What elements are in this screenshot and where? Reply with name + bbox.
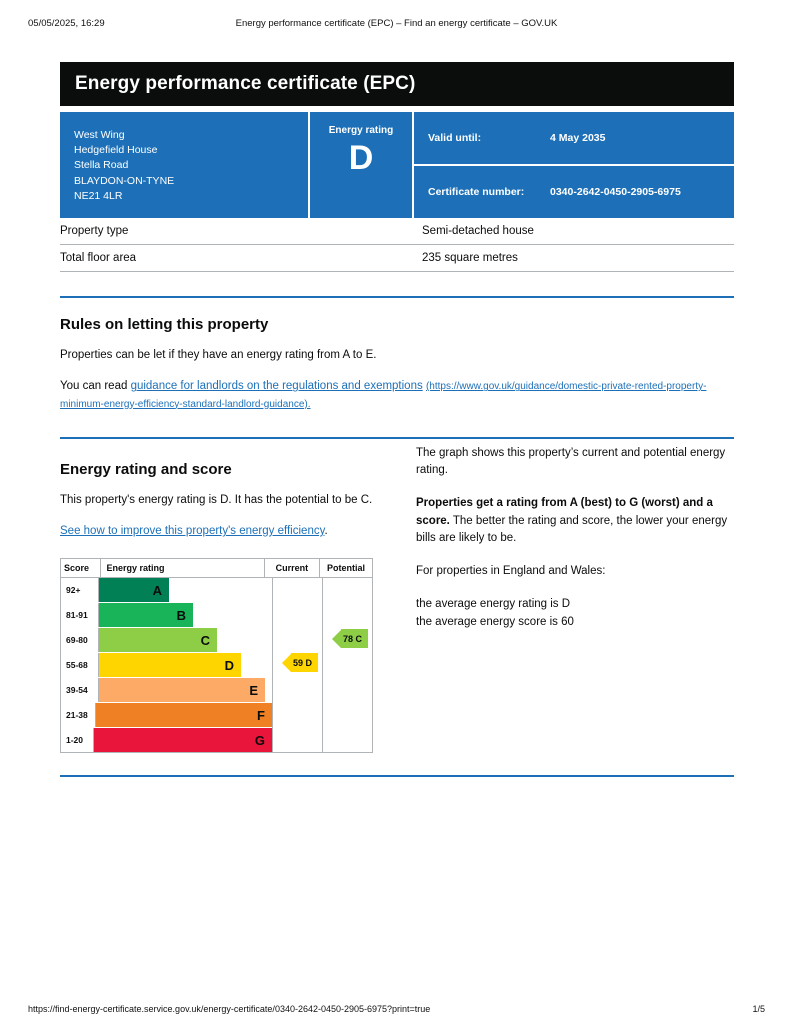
certificate-number-row xyxy=(412,166,734,218)
rating-section xyxy=(60,443,734,754)
chart-band-g xyxy=(61,728,272,752)
rating-explainer-rest: The better the rating and score, the lower your energy bills are likely to be. xyxy=(416,514,728,544)
property-type-value: Semi-detached house xyxy=(422,225,534,238)
band-bar-c: C xyxy=(99,628,217,652)
section-divider xyxy=(60,296,734,298)
potential-rating-value: 78 C xyxy=(341,629,368,648)
band-rest xyxy=(241,653,272,677)
chart-header-row xyxy=(61,559,372,578)
table-row xyxy=(60,218,734,245)
band-score-f: 21-38 xyxy=(61,703,96,727)
chart-band-b xyxy=(61,603,272,628)
epc-title-banner xyxy=(60,62,734,106)
rating-right-column xyxy=(416,443,734,754)
guidance-prefix: You can read xyxy=(60,380,131,393)
valid-until-row xyxy=(412,112,734,166)
band-rest xyxy=(169,578,272,602)
chart-band-d xyxy=(61,653,272,678)
band-bar-d: D xyxy=(99,653,241,677)
band-bar-b: B xyxy=(99,603,193,627)
energy-rating-badge xyxy=(308,112,412,218)
chart-col-rating: Energy rating xyxy=(101,559,264,577)
band-bar-e: E xyxy=(99,678,265,702)
address-line: BLAYDON-ON-TYNE xyxy=(74,174,175,187)
current-rating-value: 59 D xyxy=(291,653,318,672)
rating-heading: Energy rating and score xyxy=(60,460,232,478)
band-score-d: 55-68 xyxy=(61,653,99,677)
average-score: the average energy score is 60 xyxy=(416,615,574,628)
valid-until-label: Valid until: xyxy=(428,132,482,145)
chart-col-potential: Potential xyxy=(326,563,365,574)
improve-efficiency-link[interactable]: See how to improve this property's energy efficiency xyxy=(60,525,325,538)
address-line: Hedgefield House xyxy=(74,144,158,157)
chart-bands xyxy=(61,578,272,752)
document-content xyxy=(60,62,734,777)
potential-rating-marker xyxy=(332,629,368,648)
band-score-a: 92+ xyxy=(61,578,99,602)
print-title: Energy performance certificate (EPC) – Find an energy certificate – GOV.UK xyxy=(235,18,558,29)
energy-rating-chart xyxy=(60,558,373,753)
property-type-label: Property type xyxy=(60,225,129,238)
address-line: Stella Road xyxy=(74,159,129,172)
band-bar-a: A xyxy=(99,578,169,602)
band-score-g: 1-20 xyxy=(61,728,94,752)
region-intro: For properties in England and Wales: xyxy=(416,565,606,578)
energy-rating-label: Energy rating xyxy=(328,125,394,136)
chart-col-score: Score xyxy=(61,559,101,577)
print-date: 05/05/2025, 16:29 xyxy=(28,18,105,29)
chart-band-e xyxy=(61,678,272,703)
band-bar-g: G xyxy=(94,728,272,752)
footer-page-number: 1/5 xyxy=(752,1004,765,1014)
certificate-number-value: 0340-2642-0450-2905-6975 xyxy=(550,186,681,199)
average-rating: the average energy rating is D xyxy=(416,598,571,611)
landlord-guidance-url: (https://www.gov.uk/guidance/domestic-private-rented-property-minimum-energy-efficiency-standard-landlord-guidance). xyxy=(60,381,707,410)
page-title: Energy performance certificate (EPC) xyxy=(75,73,416,94)
certificate-number-label: Certificate number: xyxy=(428,186,525,199)
section-divider xyxy=(60,437,734,439)
improve-link-suffix: . xyxy=(324,525,328,538)
energy-rating-letter: D xyxy=(348,139,374,177)
chart-band-f xyxy=(61,703,272,728)
floor-area-label: Total floor area xyxy=(60,252,137,265)
footer-url: https://find-energy-certificate.service.gov.uk/energy-certificate/0340-2642-0450-2905-6975?print=true xyxy=(28,1004,431,1014)
rating-explainer xyxy=(416,495,734,547)
chart-band-c xyxy=(61,628,272,653)
rating-left-column xyxy=(60,443,416,754)
property-address xyxy=(60,112,308,218)
improve-efficiency-paragraph xyxy=(60,523,416,540)
band-score-e: 39-54 xyxy=(61,678,99,702)
address-line: West Wing xyxy=(74,129,125,141)
table-row xyxy=(60,245,734,272)
certificate-summary xyxy=(60,112,734,218)
certificate-meta xyxy=(412,112,734,218)
chart-current-column xyxy=(272,578,322,752)
chart-body xyxy=(61,578,372,752)
floor-area-value: 235 square metres xyxy=(422,252,518,265)
rating-explainer-bold: Properties get a rating from A (best) to G (worst) and a score. xyxy=(416,497,713,527)
band-score-c: 69-80 xyxy=(61,628,99,652)
landlord-guidance-link[interactable]: guidance for landlords on the regulations and exemptions xyxy=(130,380,423,393)
chart-band-a xyxy=(61,578,272,603)
chart-col-current: Current xyxy=(265,559,320,577)
section-divider-bottom xyxy=(60,775,734,777)
chart-potential-column xyxy=(322,578,372,752)
letting-guidance-paragraph xyxy=(60,378,734,413)
letting-heading: Rules on letting this property xyxy=(60,316,269,334)
current-rating-marker xyxy=(282,653,318,672)
address-line: NE21 4LR xyxy=(74,189,123,202)
graph-description: The graph shows this property’s current and potential energy rating. xyxy=(416,446,726,477)
band-bar-f: F xyxy=(96,703,272,727)
letting-paragraph: Properties can be let if they have an energy rating from A to E. xyxy=(60,349,377,362)
band-rest xyxy=(217,628,272,652)
band-rest xyxy=(265,678,272,702)
rating-summary-paragraph: This property's energy rating is D. It has the potential to be C. xyxy=(60,493,373,506)
band-score-b: 81-91 xyxy=(61,603,99,627)
valid-until-value: 4 May 2035 xyxy=(550,132,606,145)
band-rest xyxy=(193,603,272,627)
